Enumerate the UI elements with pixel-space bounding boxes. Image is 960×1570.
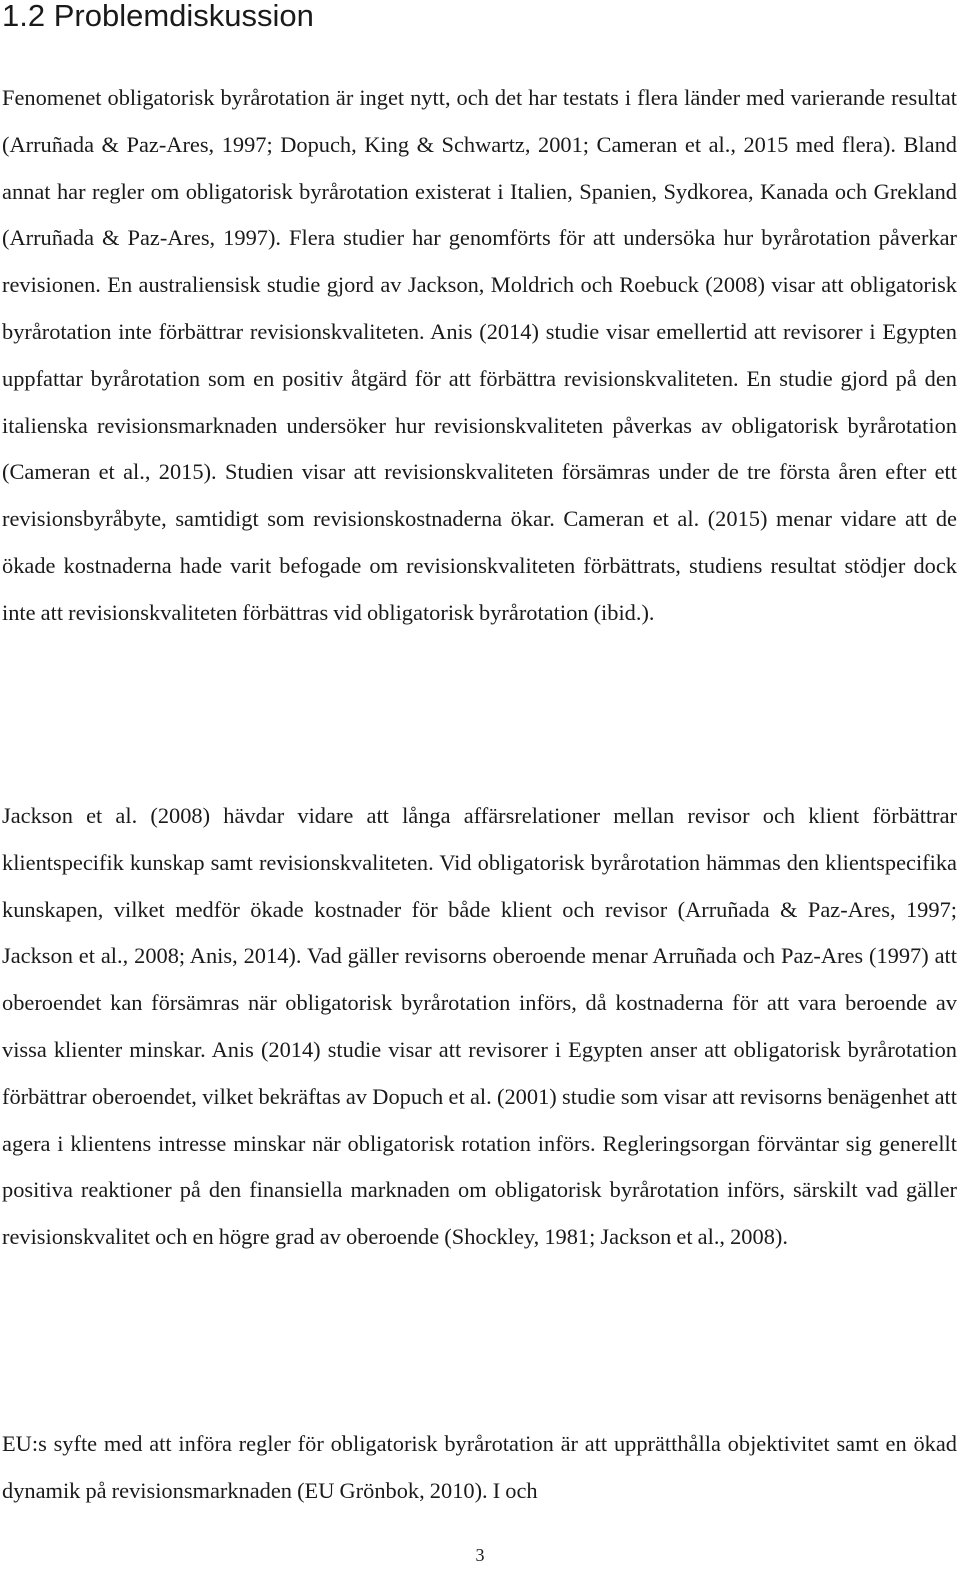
body-paragraph: Fenomenet obligatorisk byrårotation är inget nytt, och det har testats i flera länder med varierande resultat (Arruñada & Paz-Ares, 1997; Dopuch, King & Schwartz, 2001; Cameran et al., 2015 med flera). Bland annat har regler om obligatorisk byrårotation existerat i Italien, Spanien, Sydkorea, Kanada och Grekland (Arruñada & Paz-Ares, 1997). Flera studier har genomförts för att undersöka hur byrårotation påverkar revisionen. En australiensisk studie gjord av Jackson, Moldrich och Roebuck (2008) visar att obligatorisk byrårotation inte förbättrar revisionskvaliteten. Anis (2014) studie visar emellertid att revisorer i Egypten uppfattar byrårotation som en positiv åtgärd för att förbättra revisionskvaliteten. En studie gjord på den italienska revisionsmarknaden undersöker hur revisionskvaliteten påverkas av obligatorisk byrårotation (Cameran et al., 2015). Studien visar att revisionskvaliteten försämras under de tre första åren efter ett revisionsbyråbyte, samtidigt som revisionskostnaderna ökar. Cameran et al. (2015) menar vidare att de ökade kostnaderna hade varit befogade om revisionskvaliteten förbättrats, studiens resultat stödjer dock inte att revisionskvaliteten förbättras vid obligatorisk byrårotation (ibid.). xyxy=(2,85,957,625)
section-heading: 1.2 Problemdiskussion xyxy=(2,0,314,33)
body-paragraph: EU:s syfte med att införa regler för obligatorisk byrårotation är att upprätthålla objektivitet samt en ökad dynamik på revisionsmarknaden (EU Grönbok, 2010). I och xyxy=(2,1431,957,1503)
page-number: 3 xyxy=(475,1545,485,1565)
body-paragraph: Jackson et al. (2008) hävdar vidare att långa affärsrelationer mellan revisor och klient förbättrar klientspecifik kunskap samt revisionskvaliteten. Vid obligatorisk byrårotation hämmas den klientspecifika kunskapen, vilket medför ökade kostnader för både klient och revisor (Arruñada & Paz-Ares, 1997; Jackson et al., 2008; Anis, 2014). Vad gäller revisorns oberoende menar Arruñada och Paz-Ares (1997) att oberoendet kan försämras när obligatorisk byrårotation införs, då kostnaderna för att vara beroende av vissa klienter minskar. Anis (2014) studie visar att revisorer i Egypten anser att obligatorisk byrårotation förbättrar oberoendet, vilket bekräftas av Dopuch et al. (2001) studie som visar att revisorns benägenhet att agera i klientens intresse minskar när obligatorisk rotation införs. Regleringsorgan förväntar sig generellt positiva reaktioner på den finansiella marknaden om obligatorisk byrårotation införs, särskilt vad gäller revisionskvalitet och en högre grad av oberoende (Shockley, 1981; Jackson et al., 2008). xyxy=(2,803,957,1250)
